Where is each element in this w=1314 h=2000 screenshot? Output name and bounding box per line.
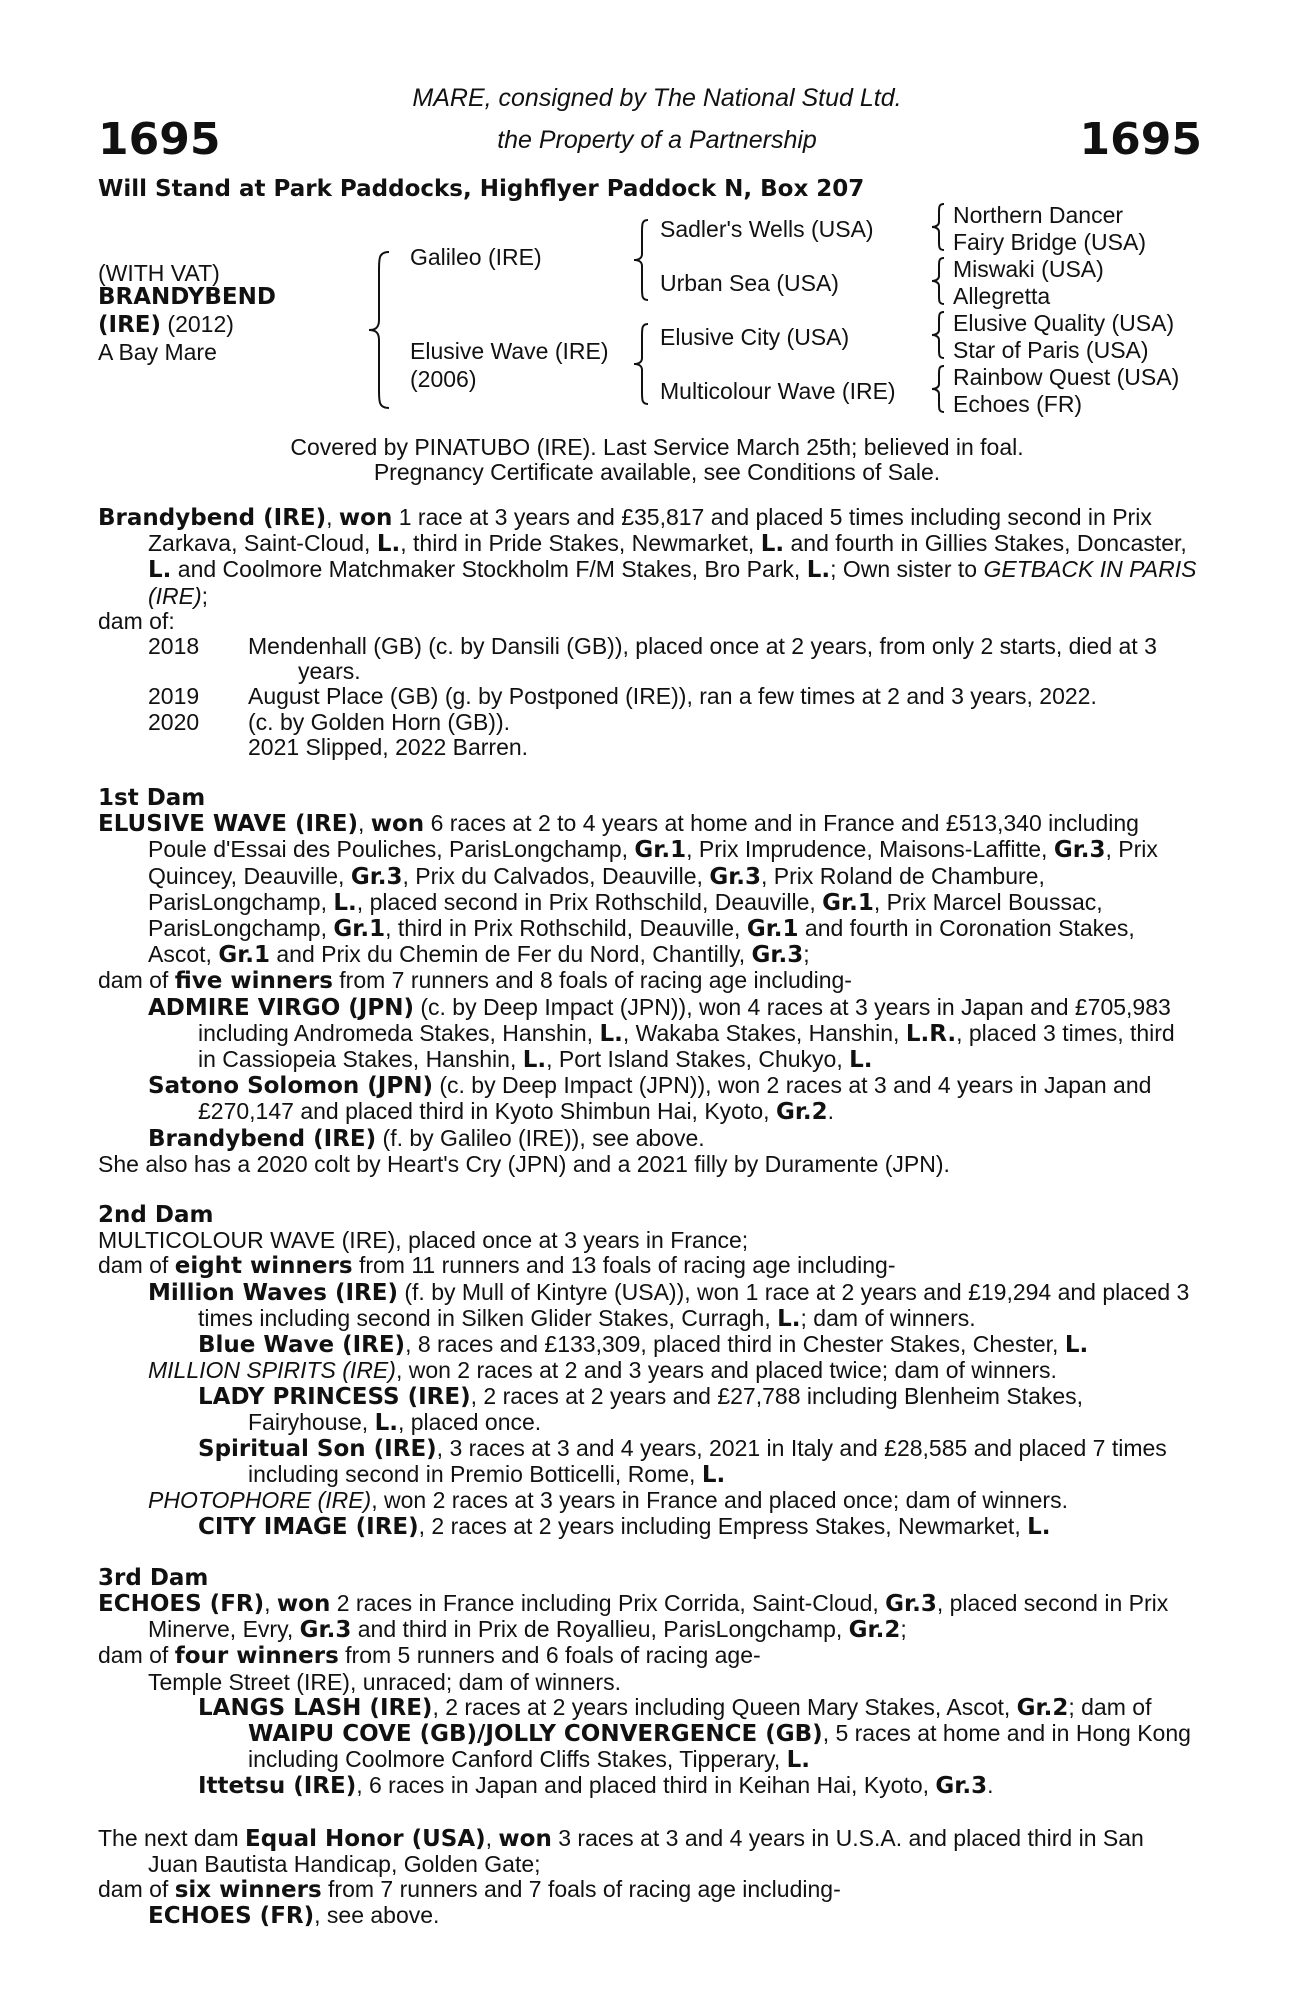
lot-number-right: 1695 [1079, 114, 1202, 165]
sire-sire: Sadler's Wells (USA) [660, 216, 874, 242]
produce-entry: Ittetsu (IRE), 6 races in Japan and placed third in Keihan Hai, Kyoto, Gr.3. [198, 1772, 994, 1800]
second-dam-produce-summary: dam of eight winners from 11 runners and 13 foals of racing age including- [98, 1252, 896, 1280]
stand-location: Will Stand at Park Paddocks, Highflyer Paddock N, Box 207 [98, 176, 865, 202]
produce-entry: Temple Street (IRE), unraced; dam of winners. [148, 1668, 621, 1695]
horse-year: (2012) [167, 311, 234, 337]
produce-entry: Spiritual Son (IRE), 3 races at 3 and 4 years, 2021 in Italy and £28,585 and placed 7 times including second in Premio Botticelli, Rome, L. [198, 1434, 1167, 1489]
brace-sire-dam [365, 250, 395, 410]
property-line: the Property of a Partnership [497, 126, 817, 154]
brace-gen3-c [928, 310, 948, 360]
horse-country: (IRE) [98, 312, 162, 338]
first-dam-heading: 1st Dam [98, 785, 206, 812]
catalogue-body [98, 505, 1198, 1929]
sire: Galileo (IRE) [410, 244, 542, 270]
foal-row: 2019 August Place (GB) (g. by Postponed (IRE)), ran a few times at 2 and 3 years, 2022. [148, 683, 1097, 710]
brace-gen3-b [928, 256, 948, 306]
produce-entry: LANGS LASH (IRE), 2 races at 2 years including Queen Mary Stakes, Ascot, Gr.2; dam of WAIPU COVE (GB)/JOLLY CONVERGENCE (GB), 5 races at home and in Hong Kong including Coolmore Canford Cliffs Stakes, Tipperary, L. [198, 1693, 1191, 1774]
foal-row: 2018 Mendenhall (GB) (c. by Dansili (GB)), placed once at 2 years, from only 2 starts, died at 3 years. [148, 633, 1157, 685]
dam-year: (2006) [410, 366, 477, 392]
foal-row: 2021 Slipped, 2022 Barren. [248, 733, 529, 760]
brace-gen3-a [928, 202, 948, 252]
ggs-1: Northern Dancer [953, 202, 1124, 228]
pregnancy-line: Pregnancy Certificate available, see Conditions of Sale. [373, 459, 941, 485]
second-dam-heading: 2nd Dam [98, 1202, 214, 1229]
brace-gen3-d [928, 364, 948, 414]
produce-entry: PHOTOPHORE (IRE), won 2 races at 3 years in France and placed once; dam of winners. [148, 1487, 1068, 1514]
mare-paragraph: Brandybend (IRE), won 1 race at 3 years and £35,817 and placed 5 times including second in Prix Zarkava, Saint-Cloud, L., third in Pride Stakes, Newmarket, L. and fourth in Gillies Stakes, Doncaster, L. and Coolmore Matchmaker Stockholm F/M Stakes, Bro Park, L.; Own sister to GETBACK IN PARIS (IRE); [98, 504, 1197, 609]
produce-entry: Blue Wave (IRE), 8 races and £133,309, placed third in Chester Stakes, Chester, L. [198, 1331, 1089, 1359]
ggd-2: Allegretta [953, 283, 1051, 309]
produce-entry: LADY PRINCESS (IRE), 2 races at 2 years and £27,788 including Blenheim Stakes, Fairyhouse, L., placed once. [198, 1382, 1084, 1436]
third-dam-paragraph: ECHOES (FR), won 2 races in France including Prix Corrida, Saint-Cloud, Gr.3, placed second in Prix Minerve, Evry, Gr.3 and third in Prix de Royallieu, ParisLongchamp, Gr.2; [98, 1589, 1169, 1644]
produce-entry: Brandybend (IRE) (f. by Galileo (IRE)), see above. [148, 1124, 705, 1152]
ggd-4: Echoes (FR) [953, 391, 1083, 417]
ggd-1: Fairy Bridge (USA) [953, 229, 1146, 255]
consignor-line: MARE, consigned by The National Stud Ltd. [412, 84, 902, 112]
first-dam-produce-summary: dam of five winners from 7 runners and 8 foals of racing age including- [98, 967, 852, 995]
lot-number-left: 1695 [98, 114, 221, 165]
vat-note: (WITH VAT) [98, 260, 220, 286]
produce-entry: CITY IMAGE (IRE), 2 races at 2 years including Empress Stakes, Newmarket, L. [198, 1512, 1051, 1540]
produce-entry: ADMIRE VIRGO (JPN) (c. by Deep Impact (JPN)), won 4 races at 3 years in Japan and £705,983 including Andromeda Stakes, Hanshin, L., Wakaba Stakes, Hanshin, L.R., placed 3 times, third in Cassiopeia Stakes, Hanshin, L., Port Island Stakes, Chukyo, L. [148, 993, 1175, 1074]
first-dam-note: She also has a 2020 colt by Heart's Cry (JPN) and a 2021 filly by Duramente (JPN). [98, 1150, 950, 1177]
dam: Elusive Wave (IRE) [410, 338, 609, 364]
first-dam-paragraph: ELUSIVE WAVE (IRE), won 6 races at 2 to 4 years at home and in France and £513,340 including Poule d'Essai des Pouliches, ParisLongchamp, Gr.1, Prix Imprudence, Maisons-Laffitte, Gr.3, Prix Quincey, Deauville, Gr.3, Prix du Calvados, Deauville, Gr.3, Prix Roland de Chambure, ParisLongchamp, L., placed second in Prix Rothschild, Deauville, Gr.1, Prix Marcel Boussac, ParisLongchamp, Gr.1, third in Prix Rothschild, Deauville, Gr.1 and fourth in Coronation Stakes, Ascot, Gr.1 and Prix du Chemin de Fer du Nord, Chantilly, Gr.3; [98, 810, 1158, 969]
third-dam-heading: 3rd Dam [98, 1564, 209, 1591]
second-dam-line: MULTICOLOUR WAVE (IRE), placed once at 3 years in France; [98, 1227, 749, 1254]
foal-row: 2020 (c. by Golden Horn (GB)). [148, 708, 511, 735]
third-dam-produce-summary: dam of four winners from 5 runners and 6 foals of racing age- [98, 1642, 761, 1670]
dam-sire: Elusive City (USA) [660, 324, 850, 350]
next-dam-paragraph: The next dam Equal Honor (USA), won 3 races at 3 and 4 years in U.S.A. and placed third in San Juan Bautista Handicap, Golden Gate; [98, 1824, 1144, 1877]
next-dam-produce-summary: dam of six winners from 7 runners and 7 foals of racing age including- [98, 1875, 841, 1903]
dam-dam: Multicolour Wave (IRE) [660, 378, 896, 404]
ggs-2: Miswaki (USA) [953, 256, 1104, 282]
produce-entry: Million Waves (IRE) (f. by Mull of Kintyre (USA)), won 1 race at 2 years and £19,294 and placed 3 times including second in Silken Glider Stakes, Curragh, L.; dam of winners. [148, 1278, 1190, 1332]
ggs-3: Elusive Quality (USA) [953, 310, 1175, 336]
covered-line: Covered by PINATUBO (IRE). Last Service March 25th; believed in foal. [290, 434, 1024, 460]
dam-of-label: dam of: [98, 607, 175, 634]
produce-entry: ECHOES (FR), see above. [148, 1902, 440, 1930]
horse-name: BRANDYBEND [98, 284, 276, 310]
brace-sire-parents [630, 218, 652, 302]
produce-entry: MILLION SPIRITS (IRE), won 2 races at 2 and 3 years and placed twice; dam of winners. [148, 1357, 1057, 1384]
ggs-4: Rainbow Quest (USA) [953, 364, 1180, 390]
produce-entry: Satono Solomon (JPN) (c. by Deep Impact (JPN)), won 2 races at 3 and 4 years in Japan and £270,147 and placed third in Kyoto Shimbun Hai, Kyoto, Gr.2. [148, 1072, 1152, 1126]
horse-description: A Bay Mare [98, 339, 217, 365]
brace-dam-parents [630, 322, 652, 406]
ggd-3: Star of Paris (USA) [953, 337, 1149, 363]
sire-dam: Urban Sea (USA) [660, 270, 839, 296]
